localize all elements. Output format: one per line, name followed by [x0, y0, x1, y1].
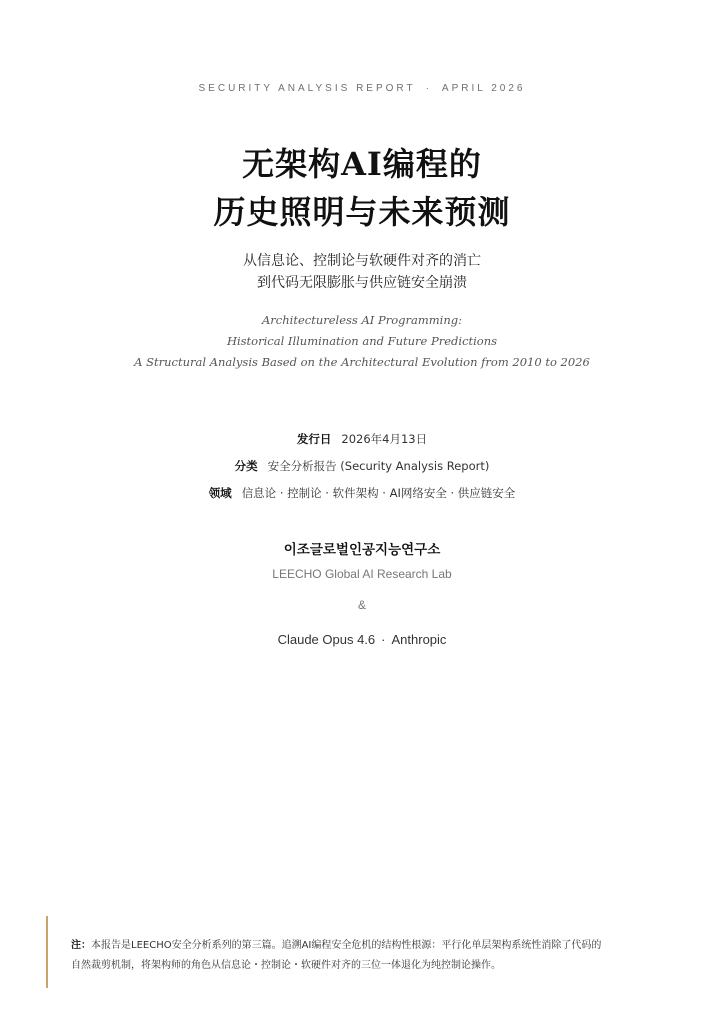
- report-date: APRIL 2026: [441, 83, 526, 94]
- title-line-2: 历史照明与未来预测: [213, 193, 511, 231]
- organization-block: [0, 540, 724, 582]
- meta-category-value: 安全分析报告 (Security Analysis Report): [267, 459, 490, 473]
- meta-domain-key: 领域: [208, 486, 232, 500]
- footnote-line-1: 本报告是LEECHO安全分析系列的第三篇。追溯AI编程安全危机的结构性根源：平行化单层架构系统性消除了代码的: [91, 940, 602, 951]
- footnote-label: 注：: [71, 940, 91, 951]
- meta-category: [0, 457, 724, 484]
- meta-issue-value: 2026年4月13日: [341, 432, 428, 446]
- ai-model: Claude Opus 4.6: [277, 632, 376, 647]
- subtitle-english: [0, 310, 724, 373]
- meta-domain: [0, 484, 724, 511]
- footnote-text: [71, 936, 656, 976]
- ai-company: Anthropic: [391, 632, 447, 647]
- subtitle-zh-line-1: 从信息论、控制论与软硬件对齐的消亡: [243, 253, 481, 269]
- subtitle-chinese: [0, 250, 724, 294]
- ai-collaborator: [0, 632, 724, 647]
- org-name-english: LEECHO Global AI Research Lab: [272, 567, 452, 581]
- meta-domain-value: 信息论 · 控制论 · 软件架构 · AI网络安全 · 供应链安全: [241, 486, 516, 500]
- ai-separator: ·: [381, 632, 386, 647]
- report-header: [0, 83, 724, 94]
- meta-category-key: 分类: [234, 459, 258, 473]
- title-line-1: 无架构AI编程的: [242, 145, 482, 183]
- meta-issue-key: 发行日: [296, 432, 332, 446]
- meta-issue-date: [0, 430, 724, 457]
- report-metadata: [0, 430, 724, 511]
- subtitle-en-line-1: Architectureless AI Programming:: [262, 313, 462, 327]
- subtitle-zh-line-2: 到代码无限膨胀与供应链安全崩溃: [257, 275, 467, 291]
- footnote: [46, 916, 656, 988]
- footnote-line-2: 自然裁剪机制，将架构师的角色从信息论・控制论・软硬件对齐的三位一体退化为纯控制论操作。: [71, 960, 501, 971]
- header-separator: ·: [425, 83, 432, 94]
- ampersand: &: [357, 598, 366, 612]
- report-label: SECURITY ANALYSIS REPORT: [198, 83, 416, 94]
- subtitle-en-line-3: A Structural Analysis Based on the Architectural Evolution from 2010 to 2026: [134, 355, 590, 369]
- org-name-korean: 이조글로벌인공지능연구소: [283, 542, 441, 558]
- page-title: [0, 140, 724, 236]
- subtitle-en-line-2: Historical Illumination and Future Predictions: [226, 334, 498, 348]
